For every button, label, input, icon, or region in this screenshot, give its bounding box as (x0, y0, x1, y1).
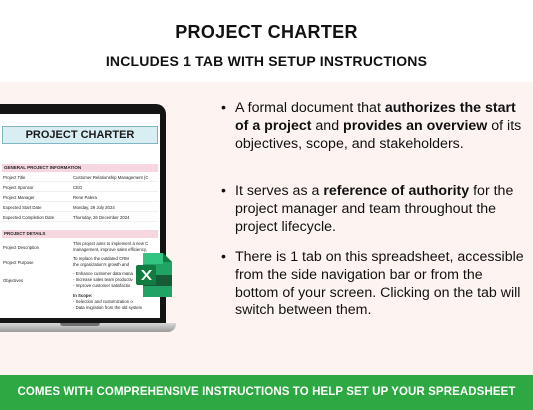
header-area (0, 0, 533, 82)
table-row (2, 174, 158, 182)
bullet-text (235, 100, 525, 153)
scope-heading: In Scope: (73, 293, 93, 298)
table-row (2, 184, 158, 192)
table-row (2, 214, 158, 222)
laptop-mockup (0, 104, 176, 334)
bullet-text-run: of its objectives, scope, and stakeholders. (235, 117, 522, 152)
bullet-glyph: • (221, 100, 226, 116)
objective-line: - Enhance customer data mana (73, 271, 133, 276)
bullet-glyph: • (221, 249, 226, 265)
objectives-label: Objectives (3, 278, 24, 283)
row-value: CEO (73, 185, 83, 190)
row-value: Thursday, 26 December 2024 (73, 215, 130, 220)
scope-line: - Selection and customization o (73, 299, 133, 304)
page-title: PROJECT CHARTER (175, 22, 358, 42)
bullet-text-run: and (311, 117, 344, 134)
bullet-text-run: It serves as a (235, 183, 324, 199)
bullet-bold-text: reference of authority (323, 183, 470, 199)
table-row (2, 194, 158, 202)
page-subtitle: INCLUDES 1 TAB WITH SETUP INSTRUCTIONS (105, 53, 428, 69)
bullet-text-run: A formal document that (235, 100, 385, 116)
bottom-banner: COMES WITH COMPREHENSIVE INSTRUCTIONS TO HELP SET UP YOUR SPREADSHEET (0, 375, 533, 410)
objective-line: - Improve customer satisfactio (73, 283, 131, 288)
sheet-title: PROJECT CHARTER (2, 126, 158, 144)
bullet-bold-text: authorizes the start of a project (235, 100, 516, 134)
purpose-label: Project Purpose (3, 260, 34, 265)
table-row (2, 204, 158, 212)
description-line: This project aims to implement a new C (73, 241, 149, 246)
row-value: Monday, 29 July 2024 (73, 205, 115, 210)
row-label: Project Sponsor (3, 185, 34, 190)
excel-file-icon (135, 252, 173, 298)
bullet-glyph: • (221, 183, 226, 199)
row-label: Expected Start Date (3, 205, 42, 210)
row-label: Project Manager (3, 195, 35, 200)
row-label: Project Title (3, 175, 26, 180)
bullet-text-run: There is 1 tab on this spreadsheet, accessible from the side navigation bar or from the bottom of your screen. Clicking on the tab will switch between them. (235, 249, 524, 319)
scope-line: - Data migration from the old system (73, 305, 143, 310)
row-value: Customer Relationship Management (C (73, 175, 149, 180)
bullet-bold-text: provides an overview (343, 117, 488, 134)
objective-line: - Increase sales team productiv (73, 277, 133, 282)
laptop-notch (60, 323, 100, 326)
row-value: Rene Palera (73, 195, 97, 200)
row-label: Expected Completion Date (3, 215, 55, 220)
purpose-line: the organization's growth and (73, 262, 130, 267)
bullet-text (235, 249, 525, 320)
description-label: Project Description (3, 245, 40, 250)
description-line: management, improve sales efficiency, (73, 247, 147, 252)
general-info-heading: GENERAL PROJECT INFORMATION (2, 164, 158, 172)
bullet-text-run: for the project manager and team throughout the project lifecycle. (235, 183, 514, 235)
project-details-heading: PROJECT DETAILS (2, 230, 158, 238)
bullet-text (235, 183, 525, 236)
purpose-line: To replace the outdated CRM (73, 256, 129, 261)
